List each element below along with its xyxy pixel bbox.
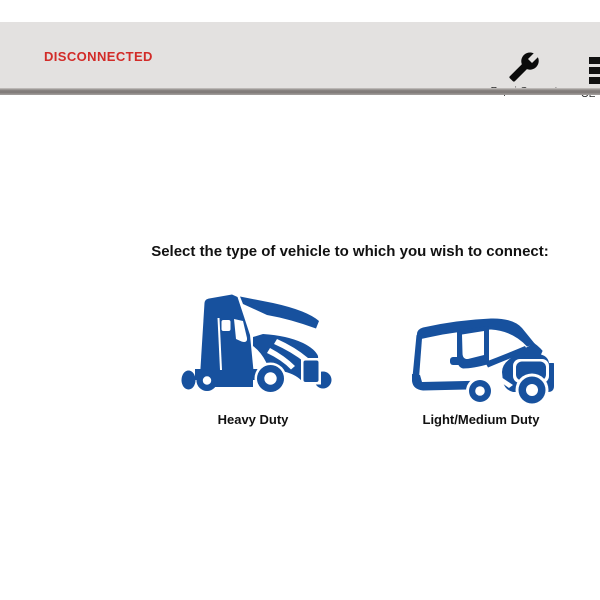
light-medium-duty-label: Light/Medium Duty	[422, 412, 540, 427]
light-medium-duty-button[interactable]	[398, 290, 564, 427]
header-bar	[0, 22, 600, 88]
heavy-duty-icon-box	[170, 290, 336, 408]
light-medium-duty-icon-box	[398, 290, 564, 408]
oem-panel-icon	[589, 57, 600, 87]
heavy-duty-button[interactable]	[170, 290, 336, 427]
page-title: Select the type of vehicle to which you wish to connect:	[151, 243, 549, 260]
header-divider	[0, 88, 600, 95]
connection-status: DISCONNECTED	[44, 49, 153, 64]
semi-truck-icon	[173, 290, 333, 402]
wrench-icon	[508, 51, 540, 83]
cargo-van-icon	[401, 300, 561, 412]
heavy-duty-label: Heavy Duty	[217, 412, 289, 427]
